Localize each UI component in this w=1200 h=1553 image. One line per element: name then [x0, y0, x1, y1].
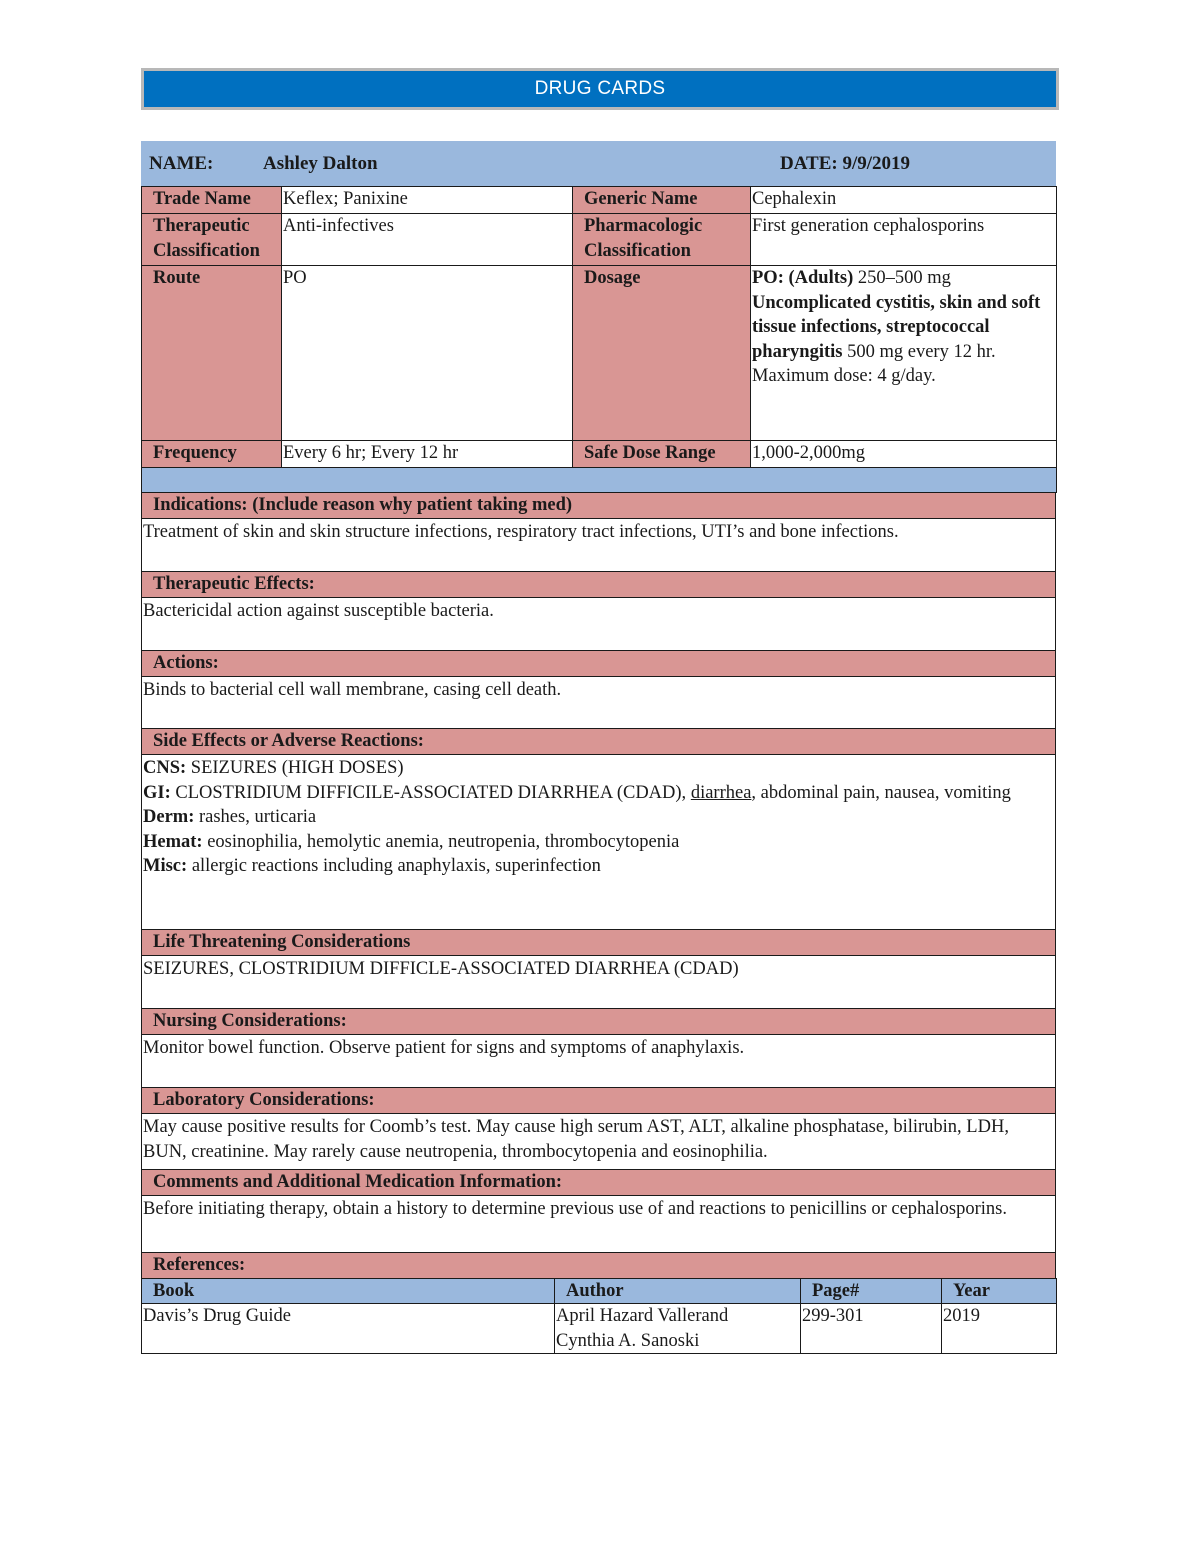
- references-title: References:: [141, 1253, 1056, 1279]
- indications-title: Indications: (Include reason why patient taking med): [141, 493, 1056, 519]
- therapeutic-classification-value: Anti-infectives: [282, 214, 573, 266]
- laboratory-title: Laboratory Considerations:: [141, 1088, 1056, 1114]
- classification-row: [142, 214, 1057, 266]
- banner-title: DRUG CARDS: [141, 68, 1059, 110]
- pharmacologic-classification-label: Pharmacologic Classification: [573, 214, 751, 266]
- trade-name-value: Keflex; Panixine: [282, 187, 573, 214]
- side-effects-title: Side Effects or Adverse Reactions:: [141, 729, 1056, 755]
- date-value: DATE: 9/9/2019: [780, 152, 911, 174]
- ref-col-author: Author: [555, 1278, 801, 1304]
- frequency-row: [142, 441, 1057, 468]
- dosage-label: Dosage: [573, 266, 751, 441]
- nursing-title: Nursing Considerations:: [141, 1009, 1056, 1035]
- side-effect-derm: Derm: rashes, urticaria: [143, 807, 317, 827]
- life-threatening-body: SEIZURES, CLOSTRIDIUM DIFFICLE-ASSOCIATED DIARRHEA (CDAD): [141, 956, 1056, 1009]
- trade-generic-row: [142, 187, 1057, 214]
- ref-col-year: Year: [942, 1278, 1057, 1304]
- references-header-row: [142, 1278, 1057, 1304]
- ref-book: Davis’s Drug Guide: [142, 1304, 555, 1354]
- reference-row: [142, 1304, 1057, 1354]
- generic-name-value: Cephalexin: [751, 187, 1057, 214]
- trade-name-label: Trade Name: [142, 187, 282, 214]
- ref-col-book: Book: [142, 1278, 555, 1304]
- safe-dose-label: Safe Dose Range: [573, 441, 751, 468]
- comments-title: Comments and Additional Medication Information:: [141, 1170, 1056, 1196]
- frequency-label: Frequency: [142, 441, 282, 468]
- ref-year: 2019: [942, 1304, 1057, 1354]
- side-effect-gi: GI: CLOSTRIDIUM DIFFICILE-ASSOCIATED DIARRHEA (CDAD), diarrhea, abdominal pain, nausea, vomiting: [143, 782, 1011, 803]
- generic-name-label: Generic Name: [573, 187, 751, 214]
- drug-card: [141, 141, 1056, 1354]
- side-effect-cns: CNS: SEIZURES (HIGH DOSES): [143, 758, 404, 778]
- ref-author: April Hazard Vallerand Cynthia A. Sanoski: [555, 1304, 801, 1354]
- ref-page: 299-301: [801, 1304, 942, 1354]
- name-date-row: [141, 141, 1056, 186]
- drug-info-table: [141, 186, 1057, 493]
- frequency-value: Every 6 hr; Every 12 hr: [282, 441, 573, 468]
- indications-body: Treatment of skin and skin structure infections, respiratory tract infections, UTI’s and bone infections.: [141, 519, 1056, 572]
- spacer-row: [142, 468, 1057, 493]
- actions-body: Binds to bacterial cell wall membrane, casing cell death.: [141, 677, 1056, 729]
- therapeutic-effects-body: Bactericidal action against susceptible bacteria.: [141, 598, 1056, 651]
- route-value: PO: [282, 266, 573, 441]
- life-threatening-title: Life Threatening Considerations: [141, 930, 1056, 956]
- nursing-body: Monitor bowel function. Observe patient for signs and symptoms of anaphylaxis.: [141, 1035, 1056, 1088]
- comments-body: Before initiating therapy, obtain a history to determine previous use of and reactions to penicillins or cephalosporins.: [141, 1196, 1056, 1253]
- safe-dose-value: 1,000-2,000mg: [751, 441, 1057, 468]
- route-label: Route: [142, 266, 282, 441]
- therapeutic-effects-title: Therapeutic Effects:: [141, 572, 1056, 598]
- ref-col-page: Page#: [801, 1278, 942, 1304]
- references-table: [141, 1278, 1057, 1355]
- student-name: Ashley Dalton: [263, 152, 378, 174]
- name-label: NAME:: [149, 152, 214, 174]
- dosage-value: PO: (Adults) 250–500 mg Uncomplicated cystitis, skin and soft tissue infections, streptococcal pharyngitis 500 mg every 12 hr. Maximum dose: 4 g/day.: [751, 266, 1057, 441]
- side-effect-misc: Misc: allergic reactions including anaphylaxis, superinfection: [143, 856, 601, 876]
- laboratory-body: May cause positive results for Coomb’s test. May cause high serum AST, ALT, alkaline phosphatase, bilirubin, LDH, BUN, creatinine. May rarely cause neutropenia, thrombocytopenia and eosinophilia.: [141, 1114, 1056, 1170]
- pharmacologic-classification-value: First generation cephalosporins: [751, 214, 1057, 266]
- side-effects-body: [141, 755, 1056, 930]
- route-dosage-row: [142, 266, 1057, 441]
- side-effect-hemat: Hemat: eosinophilia, hemolytic anemia, neutropenia, thrombocytopenia: [143, 831, 680, 852]
- actions-title: Actions:: [141, 651, 1056, 677]
- therapeutic-classification-label: Therapeutic Classification: [142, 214, 282, 266]
